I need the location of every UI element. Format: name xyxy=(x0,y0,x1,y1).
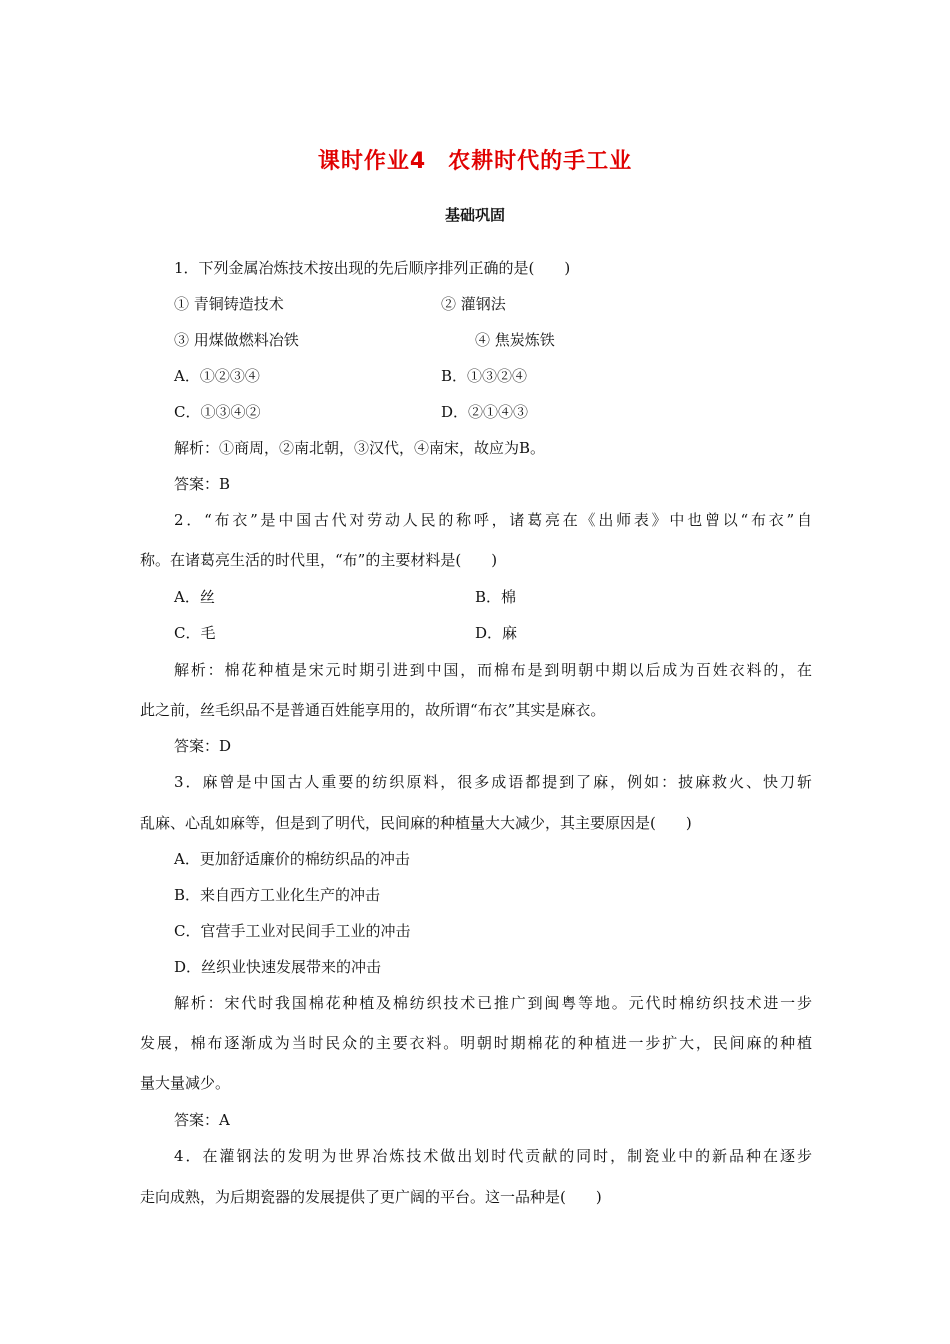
q1-option-b: B．①③②④ xyxy=(441,367,528,385)
q3-analysis-line-2: 发展，棉布逐渐成为当时民众的主要衣料。明朝时期棉花的种植进一步扩大，民间麻的种植 xyxy=(140,1034,812,1052)
q3-analysis-line-3: 量大量减少。 xyxy=(140,1074,231,1092)
q2-option-a: A．丝 xyxy=(174,588,215,606)
q3-answer: 答案：A xyxy=(174,1111,230,1129)
q3-analysis-line-1: 解析：宋代时我国棉花种植及棉纺织技术已推广到闽粤等地。元代时棉纺织技术进一步 xyxy=(174,994,812,1012)
question-3-stem-line-1: 3．麻曾是中国古人重要的纺织原料，很多成语都提到了麻，例如：披麻救火、快刀斩 xyxy=(174,773,812,791)
q1-option-a: A．①②③④ xyxy=(174,367,260,385)
q1-option-c: C．①③④② xyxy=(174,403,261,421)
question-2-stem-line-2: 称。在诸葛亮生活的时代里，“布”的主要材料是( ) xyxy=(140,551,498,569)
q1-item-2: ② 灌钢法 xyxy=(441,295,506,313)
q2-option-c: C．毛 xyxy=(174,624,216,642)
q2-option-b: B．棉 xyxy=(475,588,517,606)
question-2-stem-line-1: 2．“布衣”是中国古代对劳动人民的称呼，诸葛亮在《出师表》中也曾以“布衣”自 xyxy=(174,511,812,529)
q1-item-4: ④ 焦炭炼铁 xyxy=(475,331,555,349)
q3-option-b: B．来自西方工业化生产的冲击 xyxy=(174,886,381,904)
question-1-stem: 1．下列金属冶炼技术按出现的先后顺序排列正确的是( ) xyxy=(174,259,571,277)
q1-analysis: 解析：①商周，②南北朝，③汉代，④南宋，故应为B。 xyxy=(174,439,546,457)
q3-option-a: A．更加舒适廉价的棉纺织品的冲击 xyxy=(174,850,410,868)
q1-answer: 答案：B xyxy=(174,475,231,493)
q3-option-d: D．丝织业快速发展带来的冲击 xyxy=(174,958,382,976)
question-4-stem-line-1: 4．在灌钢法的发明为世界冶炼技术做出划时代贡献的同时，制瓷业中的新品种在逐步 xyxy=(174,1147,812,1165)
q2-analysis-line-1: 解析：棉花种植是宋元时期引进到中国，而棉布是到明朝中期以后成为百姓衣料的，在 xyxy=(174,661,812,679)
title-part-2: 农耕时代的手工业 xyxy=(448,149,633,174)
q3-option-c: C．官营手工业对民间手工业的冲击 xyxy=(174,922,411,940)
title-part-1: 课时作业4 xyxy=(317,149,427,174)
q2-answer: 答案：D xyxy=(174,737,232,755)
q2-analysis-line-2: 此之前，丝毛织品不是普通百姓能享用的，故所谓“布衣”其实是麻衣。 xyxy=(140,701,606,719)
q1-option-d: D．②①④③ xyxy=(441,403,529,421)
section-heading: 基础巩固 xyxy=(444,206,505,224)
question-4-stem-line-2: 走向成熟，为后期瓷器的发展提供了更广阔的平台。这一品种是( ) xyxy=(140,1188,602,1206)
q1-item-3: ③ 用煤做燃料冶铁 xyxy=(174,331,299,349)
page-title xyxy=(0,144,950,175)
q2-option-d: D．麻 xyxy=(475,624,518,642)
q1-item-1: ① 青铜铸造技术 xyxy=(174,295,284,313)
question-3-stem-line-2: 乱麻、心乱如麻等，但是到了明代，民间麻的种植量大大减少，其主要原因是( ) xyxy=(140,814,692,832)
